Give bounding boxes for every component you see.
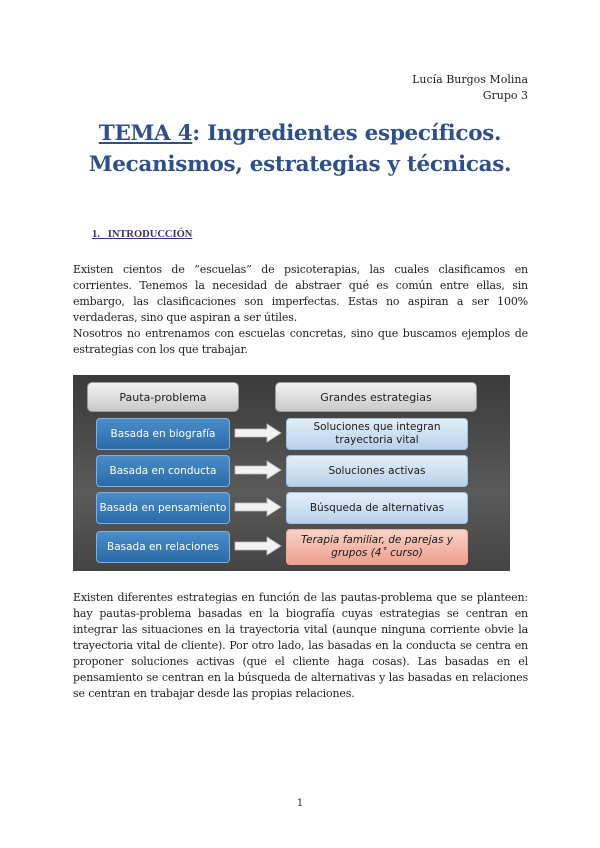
pattern-box-thought: Basada en pensamiento bbox=[96, 492, 230, 524]
pattern-box-relations: Basada en relaciones bbox=[96, 531, 230, 563]
intro-paragraph-part-2: Nosotros no entrenamos con escuelas concretas, sino que buscamos ejemplos de estrategias con los que trabajar. bbox=[73, 327, 528, 356]
strategy-box-relations: Terapia familiar, de parejas y grupos (4˚ curso) bbox=[286, 529, 468, 565]
body-paragraph: Existen diferentes estrategias en función de las pautas-problema que se planteen: hay pautas-problema basadas en la biografía cuyas estrategias se centran en integrar las situaciones en la trayectoria vital (aunque ninguna corriente obvie la trayectoria vital de cliente). Por otro lado, las basadas en la conducta se centra en proponer soluciones activas (que el cliente haga cosas). Las basadas en el pensamiento se centran en la búsqueda de alternativas y las basadas en relaciones se centran en trabajar desde las propias relaciones. bbox=[73, 591, 528, 700]
section-title: INTRODUCCIÓN bbox=[107, 229, 193, 240]
intro-paragraph bbox=[73, 262, 528, 358]
arrow-right-icon bbox=[233, 497, 283, 517]
title-line-2: Mecanismos, estrategias y técnicas. bbox=[88, 152, 512, 177]
section-heading bbox=[92, 229, 192, 240]
title-topic-number: TEMA 4 bbox=[98, 121, 193, 146]
strategy-box-thought: Búsqueda de alternativas bbox=[286, 492, 468, 524]
author-block bbox=[412, 72, 528, 104]
pattern-box-behavior: Basada en conducta bbox=[96, 455, 230, 487]
pattern-box-biography: Basada en biografía bbox=[96, 418, 230, 450]
arrow-right-icon bbox=[233, 536, 283, 556]
section-number: 1. bbox=[92, 229, 100, 240]
page-number: 1 bbox=[296, 798, 304, 809]
title-line-1-text: : Ingredientes específicos. bbox=[192, 121, 502, 146]
strategy-box-behavior: Soluciones activas bbox=[286, 455, 468, 487]
page-title bbox=[0, 118, 600, 180]
group-label: Grupo 3 bbox=[482, 89, 528, 102]
diagram-right-header: Grandes estrategias bbox=[275, 382, 477, 412]
arrow-right-icon bbox=[233, 423, 283, 443]
strategies-diagram bbox=[73, 375, 510, 571]
intro-paragraph-part-1: Existen cientos de “escuelas” de psicoterapias, las cuales clasificamos en corrientes. Tenemos la necesidad de abstraer qué es común entre ellas, sin embargo, las clasificaciones son imperfectas. Estas no aspiran a ser 100% verdaderas, sino que aspiran a ser útiles. bbox=[73, 263, 528, 324]
arrow-right-icon bbox=[233, 460, 283, 480]
diagram-left-header: Pauta-problema bbox=[87, 382, 239, 412]
title-line-1 bbox=[0, 118, 600, 149]
author-name: Lucía Burgos Molina bbox=[412, 73, 528, 86]
strategy-box-biography: Soluciones que integran trayectoria vital bbox=[286, 418, 468, 450]
